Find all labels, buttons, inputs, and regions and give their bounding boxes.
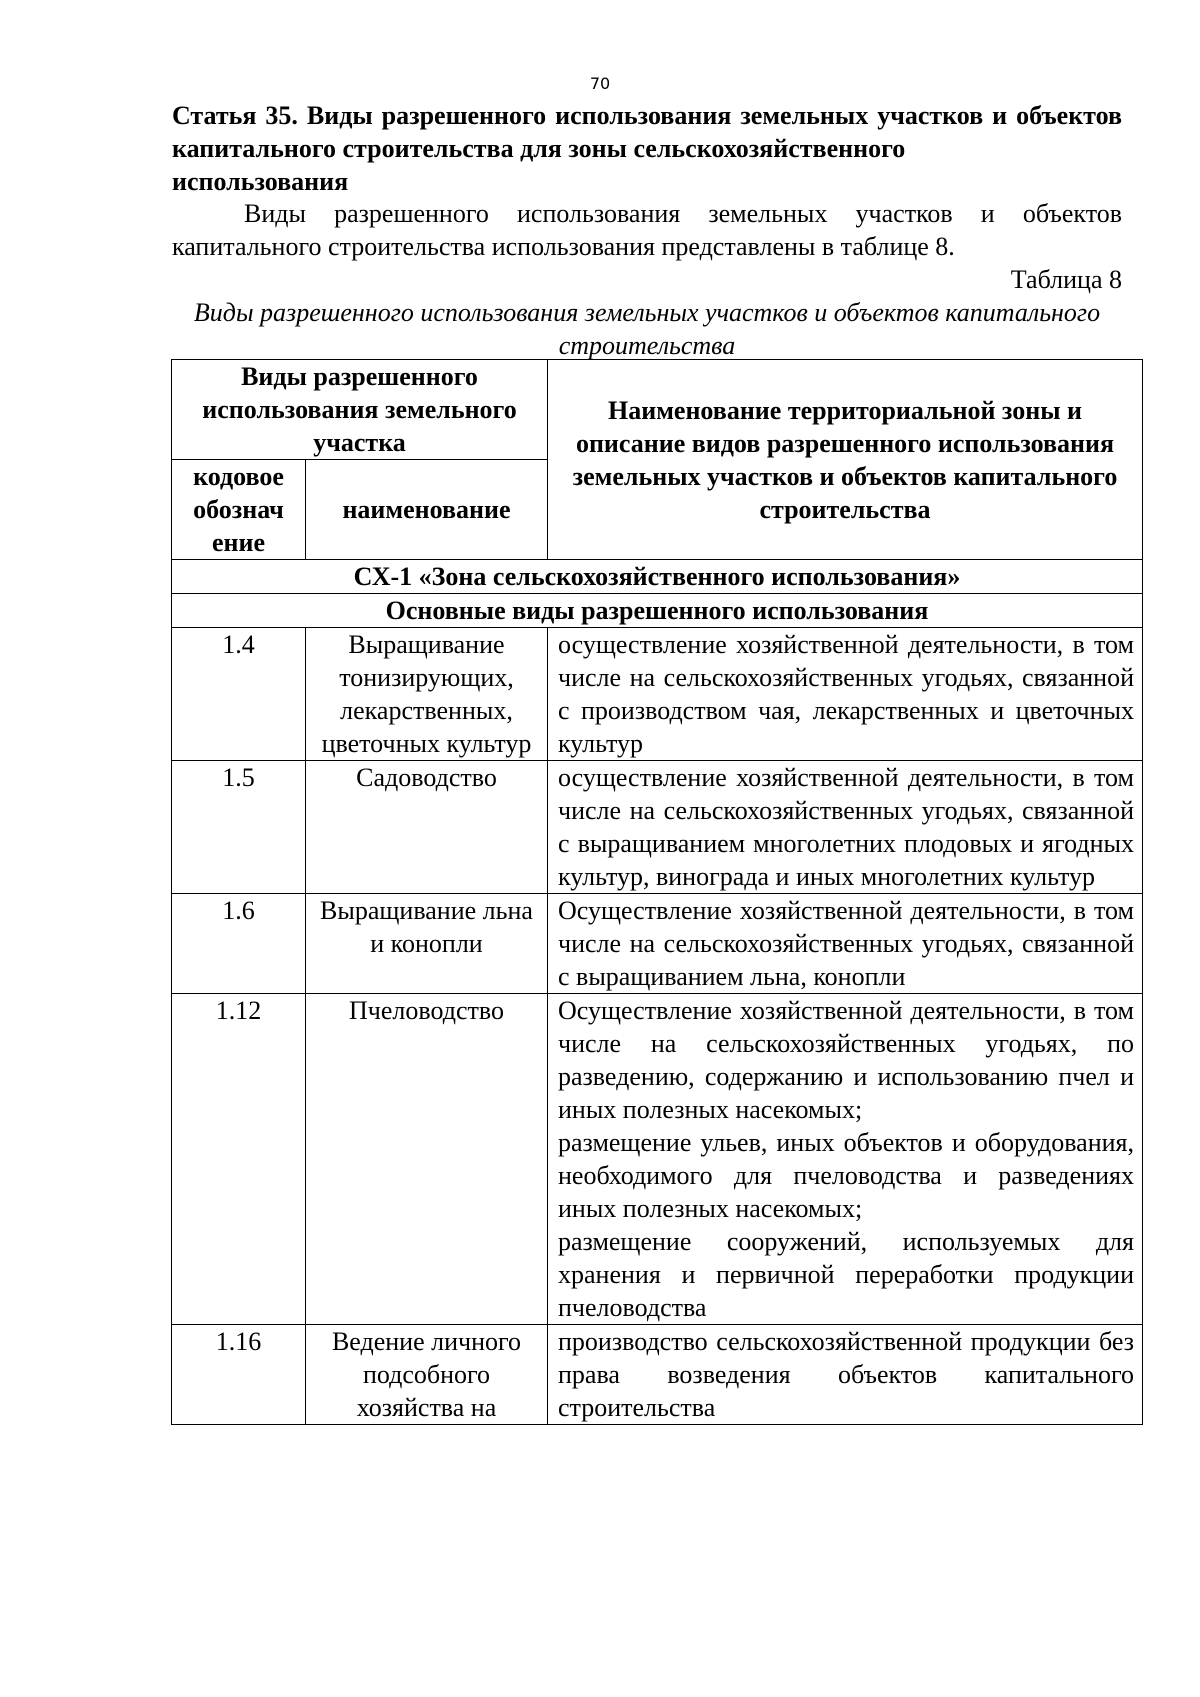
table-row bbox=[172, 1325, 1143, 1425]
header-group-cell: Виды разрешенного использования земельного участка bbox=[172, 360, 548, 460]
row-description bbox=[548, 894, 1143, 994]
table-row bbox=[172, 894, 1143, 994]
table-row bbox=[172, 994, 1143, 1325]
table-label: Таблица 8 bbox=[1010, 265, 1122, 294]
row-code: 1.12 bbox=[172, 994, 306, 1325]
article-title-text: Статья 35. Виды разрешенного использования земельных участков и объектов капитального строительства для зоны сельскохозяйственного bbox=[172, 101, 1122, 163]
header-code-cell: кодовое обознач ение bbox=[172, 460, 306, 560]
row-code: 1.4 bbox=[172, 628, 306, 761]
row-name: Пчеловодство bbox=[306, 994, 548, 1325]
description-paragraph: размещение ульев, иных объектов и оборудования, необходимого для пчеловодства и разведениях иных полезных насекомых; bbox=[558, 1128, 1134, 1223]
description-paragraph: размещение сооружений, используемых для хранения и первичной переработки продукции пчеловодства bbox=[558, 1227, 1134, 1322]
row-code: 1.5 bbox=[172, 761, 306, 894]
intro-paragraph: Виды разрешенного использования земельных участков и объектов капитального строительства использования представлены в таблице 8. bbox=[172, 199, 1122, 261]
description-paragraph: производство сельскохозяйственной продукции без права возведения объектов капитального строительства bbox=[558, 1327, 1134, 1422]
article-title-last-line: использования bbox=[172, 167, 349, 196]
row-name: Выращивание тонизирующих, лекарственных, цветочных культур bbox=[306, 628, 548, 761]
header-row-1 bbox=[172, 360, 1143, 460]
header-name-cell: наименование bbox=[306, 460, 548, 560]
description-paragraph: осуществление хозяйственной деятельности, в том числе на сельскохозяйственных угодьях, связанной с выращиванием многолетних плодовых и ягодных культур, винограда и иных многолетних культур bbox=[558, 763, 1134, 891]
table-row bbox=[172, 628, 1143, 761]
row-description bbox=[548, 994, 1143, 1325]
section-title: Основные виды разрешенного использования bbox=[172, 594, 1143, 628]
row-code: 1.16 bbox=[172, 1325, 306, 1425]
section-row bbox=[172, 594, 1143, 628]
row-name: Ведение личного подсобного хозяйства на bbox=[306, 1325, 548, 1425]
table-row bbox=[172, 761, 1143, 894]
article-title bbox=[172, 99, 1122, 198]
description-paragraph: Осуществление хозяйственной деятельности, в том числе на сельскохозяйственных угодьях, по разведению, содержанию и использованию пчел и иных полезных насекомых; bbox=[558, 996, 1134, 1124]
page-number: 70 bbox=[589, 74, 611, 93]
table-caption: Виды разрешенного использования земельных участков и объектов капитального строительства bbox=[193, 298, 1101, 360]
row-name: Садоводство bbox=[306, 761, 548, 894]
row-name: Выращивание льна и конопли bbox=[306, 894, 548, 994]
description-paragraph: Осуществление хозяйственной деятельности, в том числе на сельскохозяйственных угодьях, связанной с выращиванием льна, конопли bbox=[558, 896, 1134, 991]
row-description bbox=[548, 761, 1143, 894]
row-description bbox=[548, 1325, 1143, 1425]
row-description bbox=[548, 628, 1143, 761]
zone-title: СХ-1 «Зона сельскохозяйственного использования» bbox=[172, 560, 1143, 594]
header-description-cell: Наименование территориальной зоны и описание видов разрешенного использования земельных участков и объектов капитального строительства bbox=[548, 360, 1143, 560]
row-code: 1.6 bbox=[172, 894, 306, 994]
description-paragraph: осуществление хозяйственной деятельности, в том числе на сельскохозяйственных угодьях, связанной с производством чая, лекарственных и цветочных культур bbox=[558, 630, 1134, 758]
land-use-table bbox=[171, 359, 1143, 1425]
zone-row bbox=[172, 560, 1143, 594]
